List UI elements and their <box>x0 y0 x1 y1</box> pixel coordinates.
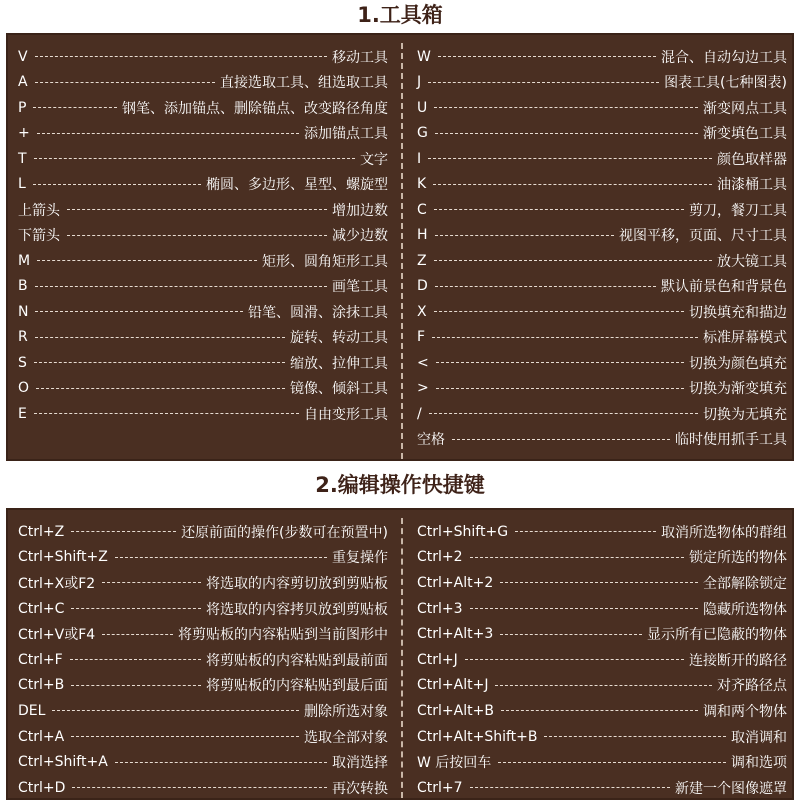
shortcut-row <box>18 401 388 427</box>
shortcut-row <box>18 724 388 750</box>
dashed-leader <box>470 608 698 609</box>
dashed-leader <box>115 557 327 558</box>
shortcut-row <box>417 749 787 775</box>
dashed-leader <box>37 260 257 261</box>
dashed-leader <box>52 710 299 711</box>
toolbox-shortcuts-panel <box>6 33 794 461</box>
shortcut-key: Ctrl+Alt+3 <box>417 626 494 643</box>
dashed-leader <box>35 311 243 312</box>
shortcut-action: 缩放、拉伸工具 <box>290 355 388 372</box>
shortcut-action: 切换为渐变填充 <box>689 381 787 398</box>
shortcut-key: M <box>18 252 31 269</box>
shortcut-key: Ctrl+D <box>18 779 66 796</box>
dashed-leader <box>452 439 670 440</box>
shortcut-action: 颜色取样器 <box>717 151 787 168</box>
dashed-leader <box>71 531 176 532</box>
dashed-leader <box>500 634 642 635</box>
shortcut-action: 重复操作 <box>332 550 388 567</box>
shortcut-row <box>417 570 787 596</box>
shortcut-row <box>18 197 388 223</box>
shortcut-row <box>417 121 787 147</box>
shortcut-row <box>417 673 787 699</box>
shortcut-action: 切换填充和描边 <box>689 304 787 321</box>
shortcut-key: Ctrl+3 <box>417 600 463 617</box>
dashed-leader <box>434 209 684 210</box>
shortcut-key: X <box>417 303 427 320</box>
shortcut-row <box>417 545 787 571</box>
shortcut-row <box>417 647 787 673</box>
shortcut-key: I <box>417 150 422 167</box>
dashed-leader <box>37 133 299 134</box>
dashed-leader <box>435 133 698 134</box>
shortcut-action: 将剪贴板的内容粘贴到最后面 <box>206 678 388 695</box>
shortcut-key: C <box>417 201 427 218</box>
shortcut-key: Ctrl+Alt+Shift+B <box>417 728 538 745</box>
shortcut-key: Ctrl+Alt+B <box>417 702 494 719</box>
shortcut-row <box>18 70 388 96</box>
shortcut-key: Ctrl+J <box>417 651 458 668</box>
dashed-leader <box>67 235 327 236</box>
shortcut-action: 默认前景色和背景色 <box>661 279 787 296</box>
dashed-leader <box>428 82 659 83</box>
shortcut-row <box>417 401 787 427</box>
shortcut-key: E <box>18 405 27 422</box>
shortcut-row <box>18 274 388 300</box>
dashed-leader <box>34 362 285 363</box>
shortcut-action: 调和两个物体 <box>703 703 787 720</box>
shortcut-action: 选取全部对象 <box>304 729 388 746</box>
toolbox-left-column <box>18 44 388 427</box>
shortcut-row <box>417 44 787 70</box>
dashed-leader <box>71 608 201 609</box>
shortcut-row <box>18 223 388 249</box>
shortcut-key: A <box>18 74 28 91</box>
shortcut-row <box>417 274 787 300</box>
shortcut-key: Ctrl+2 <box>417 549 463 566</box>
dashed-leader <box>34 158 355 159</box>
shortcut-row <box>18 95 388 121</box>
shortcut-action: 视图平移，页面、尺寸工具 <box>619 228 787 245</box>
dashed-leader <box>434 107 698 108</box>
shortcut-key: Ctrl+Alt+J <box>417 677 489 694</box>
shortcut-row <box>18 376 388 402</box>
shortcut-action: 直接选取工具、组选取工具 <box>220 75 388 92</box>
shortcut-row <box>18 647 388 673</box>
shortcut-action: 取消调和 <box>731 729 787 746</box>
shortcut-action: 显示所有已隐蔽的物体 <box>647 627 787 644</box>
shortcut-key: > <box>417 380 429 397</box>
shortcut-key: Ctrl+Alt+2 <box>417 574 494 591</box>
shortcut-key: / <box>417 405 422 422</box>
section-title-toolbox: 1.工具箱 <box>357 3 443 27</box>
shortcut-row <box>417 146 787 172</box>
dashed-leader <box>115 762 327 763</box>
shortcut-row <box>417 427 787 453</box>
shortcut-action: 添加锚点工具 <box>304 126 388 143</box>
shortcut-row <box>18 621 388 647</box>
column-divider <box>401 43 403 459</box>
shortcut-action: 移动工具 <box>332 49 388 66</box>
shortcut-row <box>417 596 787 622</box>
shortcut-action: 将选取的内容剪切放到剪贴板 <box>206 575 388 592</box>
shortcut-row <box>18 673 388 699</box>
shortcut-key: 空格 <box>417 432 445 449</box>
dashed-leader <box>434 260 712 261</box>
shortcut-action: 还原前面的操作(步数可在预置中) <box>181 524 388 541</box>
shortcut-row <box>417 172 787 198</box>
shortcut-key: DEL <box>18 702 46 719</box>
dashed-leader <box>435 235 614 236</box>
shortcut-action: 将剪贴板的内容粘贴到最前面 <box>206 652 388 669</box>
shortcut-row <box>417 325 787 351</box>
shortcut-action: 混合、自动勾边工具 <box>661 49 787 66</box>
shortcut-action: 铅笔、圆滑、涂抹工具 <box>248 304 388 321</box>
shortcut-row <box>417 197 787 223</box>
shortcut-action: 钢笔、添加锚点、删除锚点、改变路径角度 <box>122 100 388 117</box>
dashed-leader <box>428 158 712 159</box>
shortcut-row <box>18 121 388 147</box>
shortcut-key: G <box>417 125 428 142</box>
shortcut-key: Ctrl+7 <box>417 779 463 796</box>
shortcut-action: 临时使用抓手工具 <box>675 432 787 449</box>
shortcut-action: 油漆桶工具 <box>717 177 787 194</box>
shortcut-action: 取消选择 <box>332 755 388 772</box>
shortcut-action: 旋转、转动工具 <box>290 330 388 347</box>
shortcut-key: + <box>18 125 30 142</box>
shortcut-key: Ctrl+Shift+Z <box>18 549 108 566</box>
shortcut-key: P <box>18 99 27 116</box>
dashed-leader <box>432 337 698 338</box>
shortcut-action: 文字 <box>360 151 388 168</box>
dashed-leader <box>465 659 684 660</box>
shortcut-key: 下箭头 <box>18 228 60 245</box>
shortcut-action: 切换为无填充 <box>703 406 787 423</box>
dashed-leader <box>433 184 712 185</box>
shortcut-key: Z <box>417 252 427 269</box>
shortcut-key: H <box>417 227 428 244</box>
shortcut-action: 矩形、圆角矩形工具 <box>262 253 388 270</box>
shortcut-row <box>18 698 388 724</box>
shortcut-row <box>18 172 388 198</box>
dashed-leader <box>434 311 684 312</box>
edit-shortcuts-panel <box>6 508 794 800</box>
shortcut-row <box>417 519 787 545</box>
shortcut-action: 连接断开的路径 <box>689 652 787 669</box>
shortcut-action: 画笔工具 <box>332 279 388 296</box>
shortcut-row <box>417 299 787 325</box>
section-title-edit-shortcuts: 2.编辑操作快捷键 <box>315 473 485 497</box>
shortcut-row <box>18 325 388 351</box>
shortcut-key: J <box>417 74 422 91</box>
dashed-leader <box>501 710 698 711</box>
dashed-leader <box>34 413 299 414</box>
dashed-leader <box>436 362 684 363</box>
shortcut-row <box>417 376 787 402</box>
shortcut-key: D <box>417 278 428 295</box>
shortcut-row <box>417 724 787 750</box>
shortcut-key: < <box>417 354 429 371</box>
shortcut-key: Ctrl+F <box>18 651 63 668</box>
dashed-leader <box>35 56 327 57</box>
shortcut-key: U <box>417 99 428 116</box>
shortcut-key: Ctrl+V或F4 <box>18 627 96 644</box>
shortcut-key: 上箭头 <box>18 202 60 219</box>
shortcut-key: Ctrl+C <box>18 600 65 617</box>
shortcut-row <box>18 749 388 775</box>
shortcut-key: R <box>18 329 28 346</box>
dashed-leader <box>35 337 285 338</box>
dashed-leader <box>500 582 698 583</box>
shortcut-action: 自由变形工具 <box>304 406 388 423</box>
shortcut-action: 将选取的内容拷贝放到剪贴板 <box>206 601 388 618</box>
shortcut-row <box>417 70 787 96</box>
shortcut-action: 对齐路径点 <box>717 678 787 695</box>
shortcut-row <box>18 775 388 800</box>
shortcut-key: L <box>18 176 26 193</box>
shortcut-row <box>18 596 388 622</box>
shortcut-row <box>417 95 787 121</box>
dashed-leader <box>33 107 117 108</box>
shortcut-row <box>417 775 787 800</box>
shortcut-action: 删除所选对象 <box>304 703 388 720</box>
dashed-leader <box>495 685 712 686</box>
shortcut-key: K <box>417 176 427 193</box>
shortcut-action: 隐藏所选物体 <box>703 601 787 618</box>
shortcut-action: 新建一个图像遮罩 <box>675 780 787 797</box>
dashed-leader <box>544 736 726 737</box>
dashed-leader <box>429 413 698 414</box>
shortcut-row <box>18 299 388 325</box>
shortcut-row <box>18 350 388 376</box>
shortcut-action: 标准屏幕模式 <box>703 330 787 347</box>
shortcut-action: 渐变填色工具 <box>703 126 787 143</box>
shortcut-key: O <box>18 380 30 397</box>
shortcut-key: S <box>18 354 27 371</box>
shortcut-action: 剪刀，餐刀工具 <box>689 202 787 219</box>
dashed-leader <box>35 286 327 287</box>
shortcut-row <box>18 146 388 172</box>
shortcut-row <box>18 519 388 545</box>
shortcut-row <box>417 248 787 274</box>
shortcut-action: 镜像、倾斜工具 <box>290 381 388 398</box>
dashed-leader <box>470 787 670 788</box>
shortcut-key: B <box>18 278 28 295</box>
shortcut-key: Ctrl+Shift+G <box>417 523 509 540</box>
shortcut-row <box>417 698 787 724</box>
shortcut-action: 渐变网点工具 <box>703 100 787 117</box>
shortcut-action: 图表工具(七种图表) <box>664 75 787 92</box>
dashed-leader <box>436 388 684 389</box>
shortcut-action: 增加边数 <box>332 202 388 219</box>
dashed-leader <box>470 557 684 558</box>
shortcut-key: N <box>18 303 29 320</box>
dashed-leader <box>435 286 656 287</box>
shortcut-row <box>18 248 388 274</box>
dashed-leader <box>498 762 726 763</box>
shortcut-action: 减少边数 <box>332 228 388 245</box>
toolbox-right-column <box>417 44 787 452</box>
column-divider <box>401 518 403 798</box>
dashed-leader <box>33 184 201 185</box>
edit-left-column <box>18 519 388 800</box>
shortcut-key: T <box>18 150 27 167</box>
dashed-leader <box>71 736 299 737</box>
shortcut-action: 取消所选物体的群组 <box>661 524 787 541</box>
dashed-leader <box>515 531 656 532</box>
shortcut-key: Ctrl+A <box>18 728 65 745</box>
shortcut-action: 椭圆、多边形、星型、螺旋型 <box>206 177 388 194</box>
shortcut-row <box>18 570 388 596</box>
shortcut-action: 锁定所选的物体 <box>689 550 787 567</box>
dashed-leader <box>72 787 327 788</box>
shortcut-key: V <box>18 48 28 65</box>
dashed-leader <box>71 685 201 686</box>
dashed-leader <box>70 659 201 660</box>
shortcut-key: W 后按回车 <box>417 755 492 772</box>
dashed-leader <box>102 582 201 583</box>
dashed-leader <box>35 82 215 83</box>
shortcut-key: Ctrl+Z <box>18 523 65 540</box>
shortcut-key: Ctrl+X或F2 <box>18 575 96 592</box>
shortcut-action: 将剪贴板的内容粘贴到当前图形中 <box>178 627 388 644</box>
shortcut-key: Ctrl+B <box>18 677 65 694</box>
shortcut-action: 全部解除锁定 <box>703 575 787 592</box>
dashed-leader <box>438 56 656 57</box>
shortcut-row <box>417 223 787 249</box>
shortcut-row <box>417 621 787 647</box>
dashed-leader <box>36 388 285 389</box>
shortcut-action: 放大镜工具 <box>717 253 787 270</box>
shortcut-action: 再次转换 <box>332 780 388 797</box>
dashed-leader <box>102 634 173 635</box>
shortcut-action: 切换为颜色填充 <box>689 355 787 372</box>
shortcut-key: F <box>417 329 426 346</box>
edit-right-column <box>417 519 787 800</box>
shortcut-row <box>417 350 787 376</box>
dashed-leader <box>67 209 327 210</box>
shortcut-key: W <box>417 48 431 65</box>
shortcut-row <box>18 44 388 70</box>
shortcut-row <box>18 545 388 571</box>
shortcut-action: 调和选项 <box>731 755 787 772</box>
shortcut-key: Ctrl+Shift+A <box>18 754 108 771</box>
